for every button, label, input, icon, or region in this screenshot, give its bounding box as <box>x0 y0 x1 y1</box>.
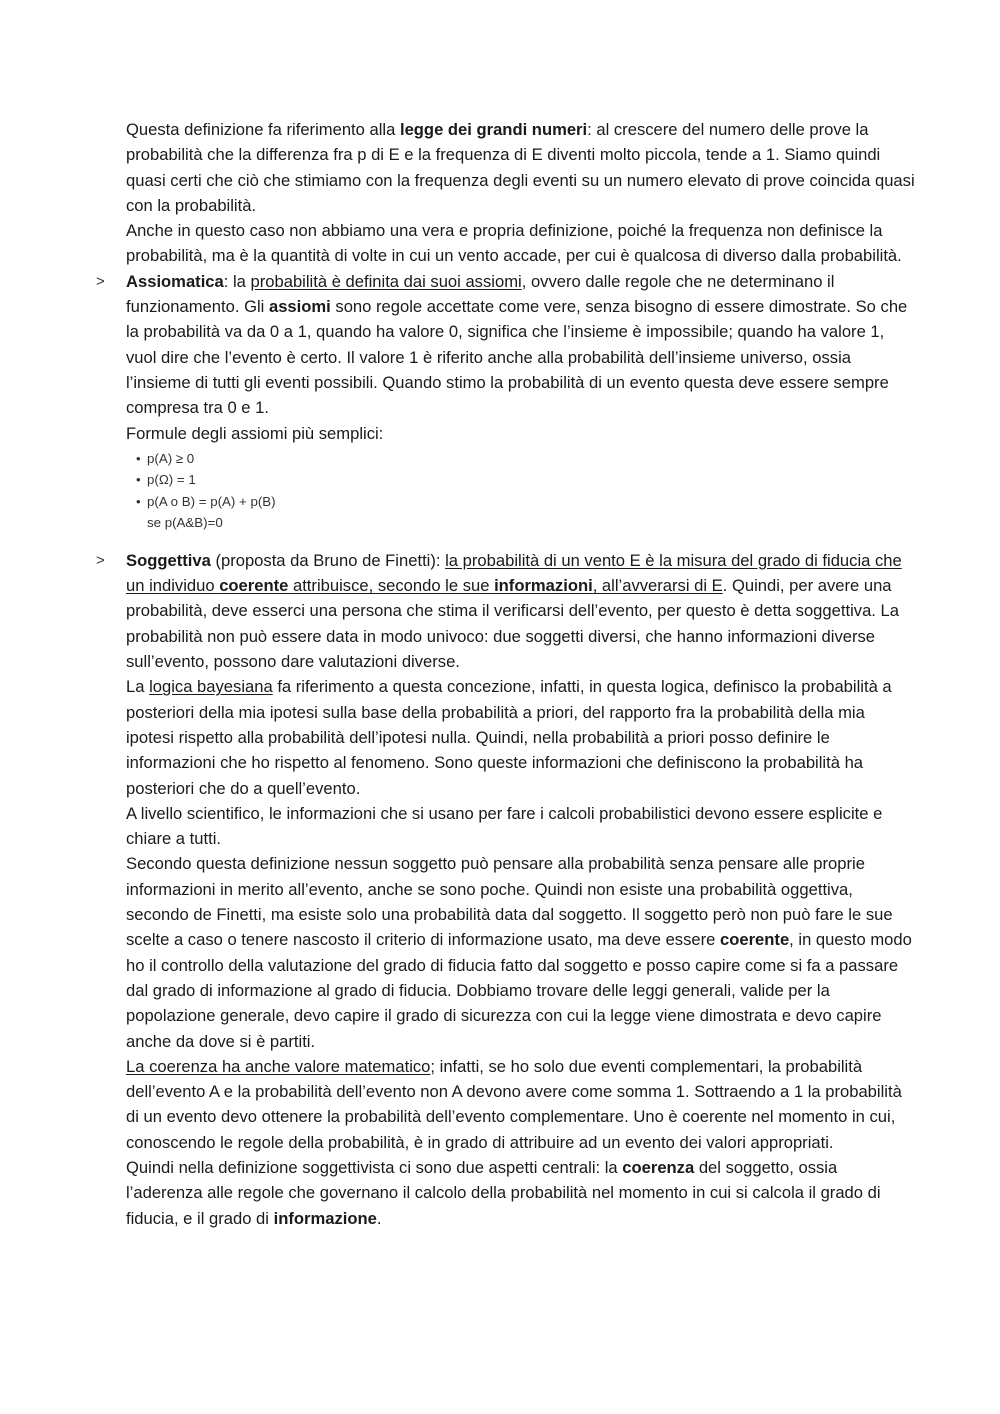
text-run: sono regole accettate come vere, senza bisogno di essere dimostrate. So che la probabilità va da 0 a 1, quando ha valore 0, significa che l’insieme è impossibile; quando ha valore 1, vuol dire che l’evento è certo. Il valore 1 è riferito anche alla probabilità dell’insieme universo, ossia l’insieme di tutti gli eventi possibili. Quando stimo la probabilità di un evento questa deve essere sempre compresa tra 0 e 1. <box>126 297 908 418</box>
intro-paragraph-2: Anche in questo caso non abbiamo una vera e propria definizione, poiché la frequenza non definisce la probabilità, ma è la quantità di volte in cui un vento accade, per cui è qualcosa di diverso dalla probabilità. <box>126 221 902 266</box>
formula-text: p(Ω) = 1 <box>147 472 196 488</box>
soggettiva-paragraph-3: A livello scientifico, le informazioni che si usano per fare i calcoli probabilistici devono essere esplicite e chiare a tutti. <box>126 803 883 849</box>
bold-term: coerenza <box>622 1157 695 1177</box>
soggettiva-paragraph-4 <box>126 851 916 1053</box>
underlined-text: probabilità è definita dai suoi assiomi <box>250 271 522 291</box>
bold-term: informazioni <box>494 576 593 596</box>
bullet: • <box>136 472 141 488</box>
underlined-text: La coerenza ha anche valore matematico <box>126 1056 431 1076</box>
bullet: • <box>136 450 141 466</box>
list-marker: > <box>96 272 105 290</box>
soggettiva-paragraph-1 <box>126 548 916 674</box>
text-run: fa riferimento a questa concezione, infatti, in questa logica, definisco la probabilità a posteriori della mia ipotesi sulla base della probabilità a priori, del rapporto fra la probabilità della mia ipotesi rispetto alla probabilità dell’ipotesi nulla. Quindi, nella probabilità a priori posso definire le informazioni che ho rispetto al fenomeno. Sono queste informazioni che definiscono la probabilità ha posteriori che do a quell’evento. <box>126 677 892 798</box>
text-run: Secondo questa definizione nessun soggetto può pensare alla probabilità senza pensare alle proprie informazioni in merito all’evento, anche se sono poche. Quindi non esiste una probabilità oggettiva, secondo de Finetti, ma esiste solo una probabilità data dal soggetto. Il soggetto però non può fare le sue scelte a caso o tenere nascosto il criterio di informazione usato, ma deve essere <box>126 854 893 950</box>
text-run: : al crescere del numero delle prove la probabilità che la differenza fra p di E e la frequenza di E diventi molto piccola, tende a 1. Siamo quindi quasi certi che ciò che stimiamo con la frequenza degli eventi su un numero elevato di prove coincida quasi con la probabilità. <box>126 120 915 215</box>
text-run: Quindi nella definizione soggettivista ci sono due aspetti centrali: la <box>126 1157 623 1177</box>
text-run: , all’avverarsi di E <box>592 576 723 596</box>
text-run: : la <box>223 271 251 291</box>
list-item-assiomatica <box>96 269 916 534</box>
soggettiva-paragraph-6 <box>126 1155 916 1231</box>
formula-condition: se p(A&B)=0 <box>147 515 223 531</box>
formula-item <box>136 448 916 470</box>
text-run: , ovvero dalle regole che ne determinano il funzionamento. Gli <box>126 271 835 317</box>
list-item-soggettiva <box>96 548 916 1231</box>
formula-title: Formule degli assiomi più semplici: <box>126 423 384 443</box>
document-body <box>96 117 916 1231</box>
text-run: attribuisce, secondo le sue <box>288 576 495 596</box>
text-run: . <box>376 1208 382 1228</box>
formula-list <box>136 448 916 534</box>
bold-term: legge dei grandi numeri <box>399 120 588 139</box>
soggettiva-paragraph-5 <box>126 1054 916 1155</box>
list-marker: > <box>96 551 105 569</box>
bold-term: coerente <box>219 576 289 596</box>
bullet: • <box>136 493 141 509</box>
underlined-text: logica bayesiana <box>149 677 273 697</box>
text-run: La <box>126 677 150 697</box>
text-run: Questa definizione fa riferimento alla <box>126 120 400 139</box>
text-run: , in questo modo ho il controllo della valutazione del grado di fiducia fatto dal soggetto e posso capire come si fa a passare dal grado di informazione al grado di fiducia. Dobbiamo trovare delle leggi generali, valide per la popolazione generale, devo capire il grado di sicurezza con cui la legge viene dimostrata e devo capire anche da dove si è partiti. <box>126 930 912 1051</box>
item-title: Soggettiva <box>126 550 211 570</box>
assiomatica-paragraph <box>126 269 916 421</box>
formula-item <box>136 469 916 491</box>
text-run: del soggetto, ossia l’aderenza alle regole che governano il calcolo della probabilità nel momento in cui si calcola il grado di fiducia, e il grado di <box>126 1157 881 1228</box>
formula-item <box>136 491 916 513</box>
formula-text: p(A o B) = p(A) + p(B) <box>147 493 276 509</box>
spacer <box>126 534 916 548</box>
formula-text: p(A) ≥ 0 <box>147 450 195 466</box>
bold-term: informazione <box>273 1208 377 1228</box>
bold-term: assiomi <box>268 297 331 317</box>
text-run: (proposta da Bruno de Finetti): <box>210 550 446 570</box>
item-title: Assiomatica <box>126 271 224 291</box>
text-run: la probabilità di un vento E è la misura del grado di fiducia che un individuo <box>126 550 902 596</box>
soggettiva-paragraph-2 <box>126 674 916 800</box>
text-run: ; infatti, se ho solo due eventi complementari, la probabilità dell’evento A e la probabilità dell’evento non A devono avere come somma 1. Sottraendo a 1 la probabilità di un evento devo ottenere la probabilità dell’evento complementare. Uno è coerente nel momento in cui, conoscendo le regole della probabilità, è in grado di attribuire ad un evento dei valori appropriati. <box>126 1056 902 1152</box>
text-run: . Quindi, per avere una probabilità, deve esserci una persona che stima il verificarsi dell’evento, per questo è detta soggettiva. La probabilità non può essere data in modo univoco: due soggetti diversi, che hanno informazioni diverse sull’evento, possono dare valutazioni diverse. <box>126 576 899 672</box>
intro-paragraph-1 <box>126 117 916 218</box>
bold-term: coerente <box>720 930 790 950</box>
